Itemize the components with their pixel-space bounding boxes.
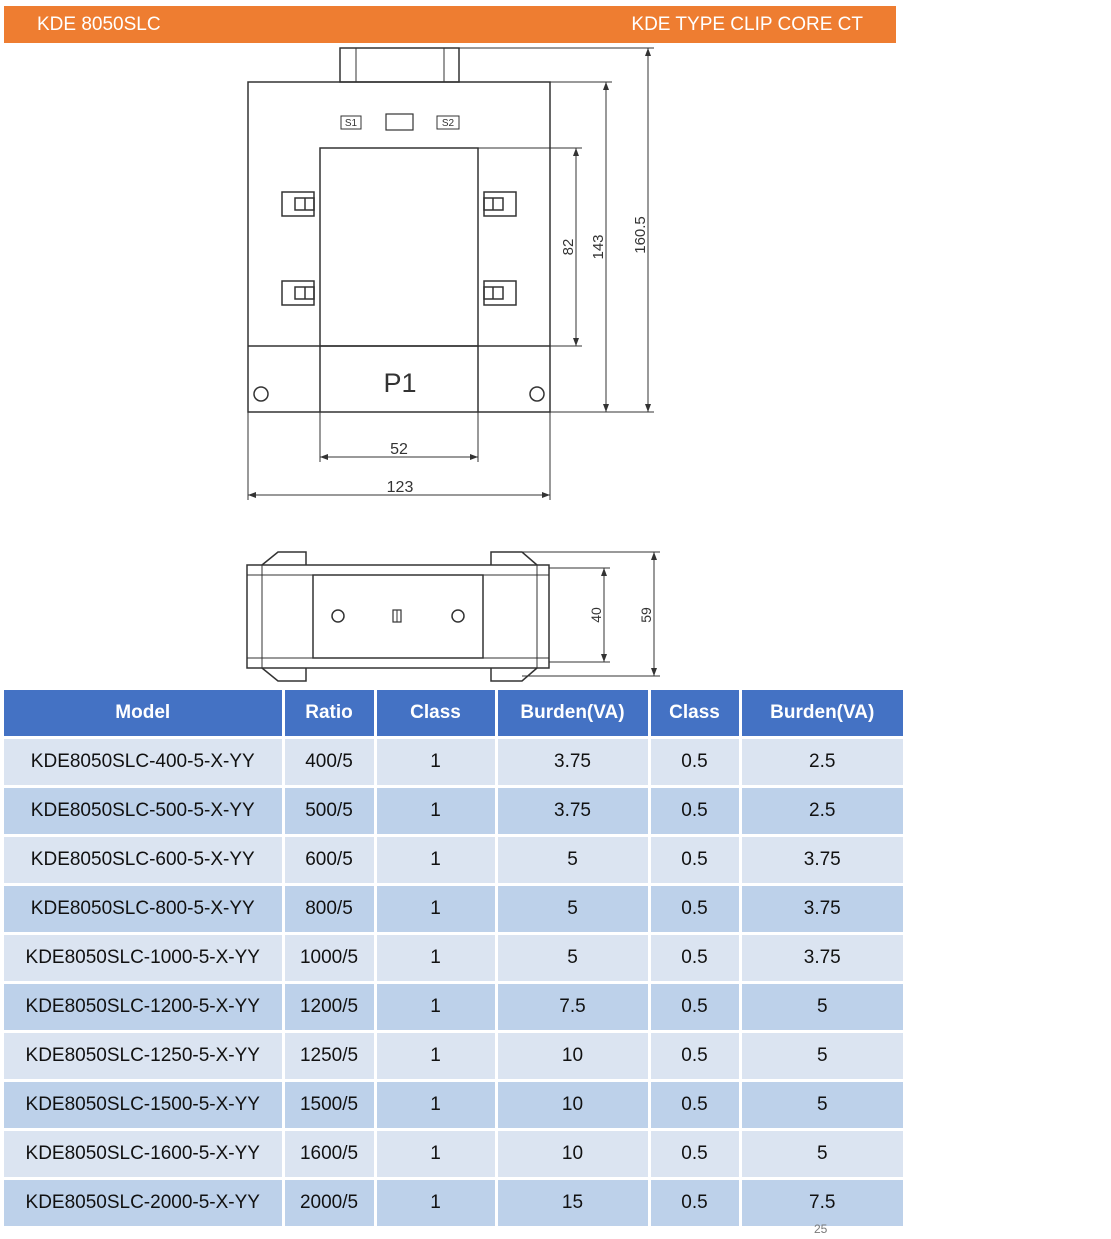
- cell-ratio: 500/5: [283, 787, 375, 836]
- cell-burden: 7.5: [496, 983, 649, 1032]
- table-row: [4, 1130, 903, 1179]
- cell-class: 1: [375, 836, 496, 885]
- cell-burden: 10: [496, 1081, 649, 1130]
- cell-burden: 5: [740, 1032, 903, 1081]
- right-clip-upper: [484, 192, 516, 216]
- cell-class: 1: [375, 787, 496, 836]
- cell-burden: 5: [740, 1130, 903, 1179]
- cell-burden: 3.75: [740, 836, 903, 885]
- cell-ratio: 1600/5: [283, 1130, 375, 1179]
- dim-123-label: 123: [386, 479, 414, 496]
- terminal-center-box: [386, 114, 413, 130]
- cell-burden: 10: [496, 1130, 649, 1179]
- cell-model: KDE8050SLC-1500-5-X-YY: [4, 1081, 283, 1130]
- dim-52-label: 52: [390, 441, 408, 458]
- product-type-title: KDE TYPE CLIP CORE CT: [631, 14, 863, 35]
- model-code-title: KDE 8050SLC: [37, 14, 161, 35]
- cell-burden: 15: [496, 1179, 649, 1227]
- cell-class: 1: [375, 1032, 496, 1081]
- cell-burden: 3.75: [496, 787, 649, 836]
- side-view: [247, 552, 549, 681]
- header-model: Model: [4, 690, 283, 738]
- cell-burden: 2.5: [740, 738, 903, 787]
- cell-class: 0.5: [649, 1081, 740, 1130]
- cell-class: 0.5: [649, 1032, 740, 1081]
- cell-ratio: 2000/5: [283, 1179, 375, 1227]
- cell-class: 0.5: [649, 836, 740, 885]
- front-window: [320, 148, 478, 346]
- cell-class: 1: [375, 983, 496, 1032]
- dimension-lines-vertical: [459, 48, 654, 412]
- cell-class: 1: [375, 885, 496, 934]
- terminal-s2-label: S2: [441, 118, 455, 129]
- table-row: [4, 1081, 903, 1130]
- specification-table: [4, 690, 903, 1226]
- cell-class: 0.5: [649, 885, 740, 934]
- cell-class: 0.5: [649, 934, 740, 983]
- cell-class: 0.5: [649, 1130, 740, 1179]
- cell-burden: 7.5: [740, 1179, 903, 1227]
- header-burden-1: Burden(VA): [496, 690, 649, 738]
- cell-class: 1: [375, 1130, 496, 1179]
- cell-ratio: 600/5: [283, 836, 375, 885]
- left-clip-upper: [282, 192, 314, 216]
- table-row: [4, 934, 903, 983]
- primary-p1-label: P1: [383, 368, 417, 398]
- cell-model: KDE8050SLC-500-5-X-YY: [4, 787, 283, 836]
- dim-40-label: 40: [588, 607, 604, 623]
- cell-ratio: 800/5: [283, 885, 375, 934]
- table-row: [4, 983, 903, 1032]
- cell-burden: 5: [496, 934, 649, 983]
- cell-burden: 10: [496, 1032, 649, 1081]
- front-outer-body: [248, 82, 550, 412]
- cell-model: KDE8050SLC-2000-5-X-YY: [4, 1179, 283, 1227]
- cell-burden: 3.75: [740, 934, 903, 983]
- header-burden-2: Burden(VA): [740, 690, 903, 738]
- header-class-1: Class: [375, 690, 496, 738]
- header-class-2: Class: [649, 690, 740, 738]
- dim-143-label: 143: [590, 234, 607, 260]
- cell-burden: 5: [496, 836, 649, 885]
- table-row: [4, 885, 903, 934]
- cell-ratio: 400/5: [283, 738, 375, 787]
- cell-ratio: 1200/5: [283, 983, 375, 1032]
- cell-model: KDE8050SLC-400-5-X-YY: [4, 738, 283, 787]
- cell-burden: 5: [740, 1081, 903, 1130]
- cell-ratio: 1000/5: [283, 934, 375, 983]
- cell-burden: 3.75: [740, 885, 903, 934]
- cell-model: KDE8050SLC-600-5-X-YY: [4, 836, 283, 885]
- cell-burden: 5: [740, 983, 903, 1032]
- cell-ratio: 1250/5: [283, 1032, 375, 1081]
- cell-burden: 3.75: [496, 738, 649, 787]
- table-row: [4, 787, 903, 836]
- dim-160-5-label: 160.5: [632, 216, 649, 254]
- table-row: [4, 1179, 903, 1227]
- cell-class: 1: [375, 934, 496, 983]
- table-header-row: [4, 690, 903, 738]
- cell-model: KDE8050SLC-1000-5-X-YY: [4, 934, 283, 983]
- table-row: [4, 836, 903, 885]
- cell-model: KDE8050SLC-1200-5-X-YY: [4, 983, 283, 1032]
- cell-class: 0.5: [649, 983, 740, 1032]
- cell-class: 1: [375, 738, 496, 787]
- cell-ratio: 1500/5: [283, 1081, 375, 1130]
- top-clip: [340, 48, 459, 82]
- table-row: [4, 1032, 903, 1081]
- cell-burden: 5: [496, 885, 649, 934]
- cell-class: 0.5: [649, 1179, 740, 1227]
- mounting-hole-right: [530, 387, 544, 401]
- cell-class: 0.5: [649, 738, 740, 787]
- dim-59-label: 59: [638, 607, 654, 623]
- dim-82-label: 82: [560, 238, 577, 256]
- cell-class: 1: [375, 1179, 496, 1227]
- page-number: 25: [814, 1222, 828, 1236]
- cell-class: 1: [375, 1081, 496, 1130]
- cell-burden: 2.5: [740, 787, 903, 836]
- cell-model: KDE8050SLC-1600-5-X-YY: [4, 1130, 283, 1179]
- table-row: [4, 738, 903, 787]
- right-clip-lower: [484, 281, 516, 305]
- cell-model: KDE8050SLC-800-5-X-YY: [4, 885, 283, 934]
- terminal-s1-label: S1: [344, 118, 358, 129]
- cell-class: 0.5: [649, 787, 740, 836]
- cell-model: KDE8050SLC-1250-5-X-YY: [4, 1032, 283, 1081]
- header-ratio: Ratio: [283, 690, 375, 738]
- mounting-hole-left: [254, 387, 268, 401]
- left-clip-lower: [282, 281, 314, 305]
